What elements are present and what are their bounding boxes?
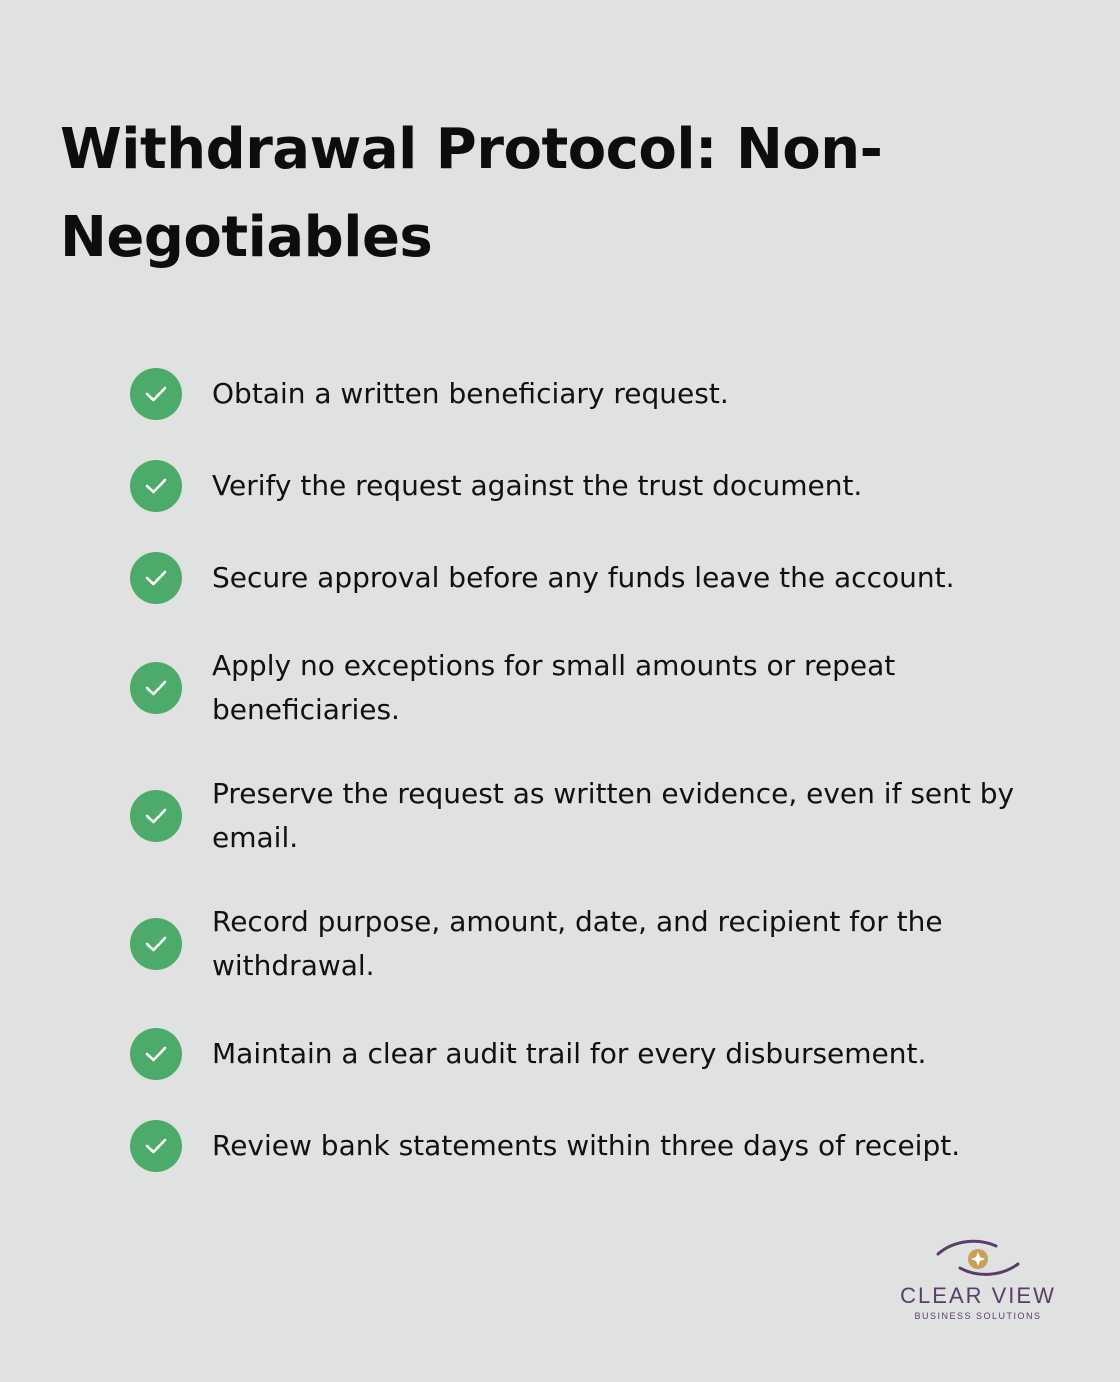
list-item-text: Review bank statements within three days of receipt. bbox=[212, 1129, 961, 1162]
list-item bbox=[130, 460, 1030, 512]
list-item-text: Maintain a clear audit trail for every disbursement. bbox=[212, 1037, 927, 1070]
list-item-text: Record purpose, amount, date, and recipient for the withdrawal. bbox=[212, 905, 943, 982]
check-icon bbox=[130, 1120, 182, 1172]
check-icon bbox=[130, 790, 182, 842]
check-icon bbox=[130, 918, 182, 970]
company-logo bbox=[880, 1238, 1076, 1328]
check-icon bbox=[130, 552, 182, 604]
list-item bbox=[130, 900, 1030, 988]
list-item bbox=[130, 1028, 1030, 1080]
list-item bbox=[130, 1120, 1030, 1172]
list-item bbox=[130, 368, 1030, 420]
list-item bbox=[130, 772, 1030, 860]
check-icon bbox=[130, 662, 182, 714]
list-item bbox=[130, 552, 1030, 604]
check-icon bbox=[130, 460, 182, 512]
logo-name: CLEAR VIEW bbox=[900, 1283, 1056, 1308]
list-item-text: Apply no exceptions for small amounts or repeat beneficiaries. bbox=[212, 649, 896, 726]
logo-tagline: BUSINESS SOLUTIONS bbox=[914, 1311, 1042, 1321]
eye-logo-icon bbox=[930, 1238, 1026, 1280]
list-item bbox=[130, 644, 1030, 732]
list-item-text: Obtain a written beneficiary request. bbox=[212, 377, 729, 410]
list-item-text: Preserve the request as written evidence, even if sent by email. bbox=[212, 777, 1015, 854]
check-icon bbox=[130, 368, 182, 420]
check-icon bbox=[130, 1028, 182, 1080]
list-item-text: Verify the request against the trust document. bbox=[212, 469, 863, 502]
list-item-text: Secure approval before any funds leave the account. bbox=[212, 561, 955, 594]
page-title: Withdrawal Protocol: Non-Negotiables bbox=[60, 117, 883, 270]
